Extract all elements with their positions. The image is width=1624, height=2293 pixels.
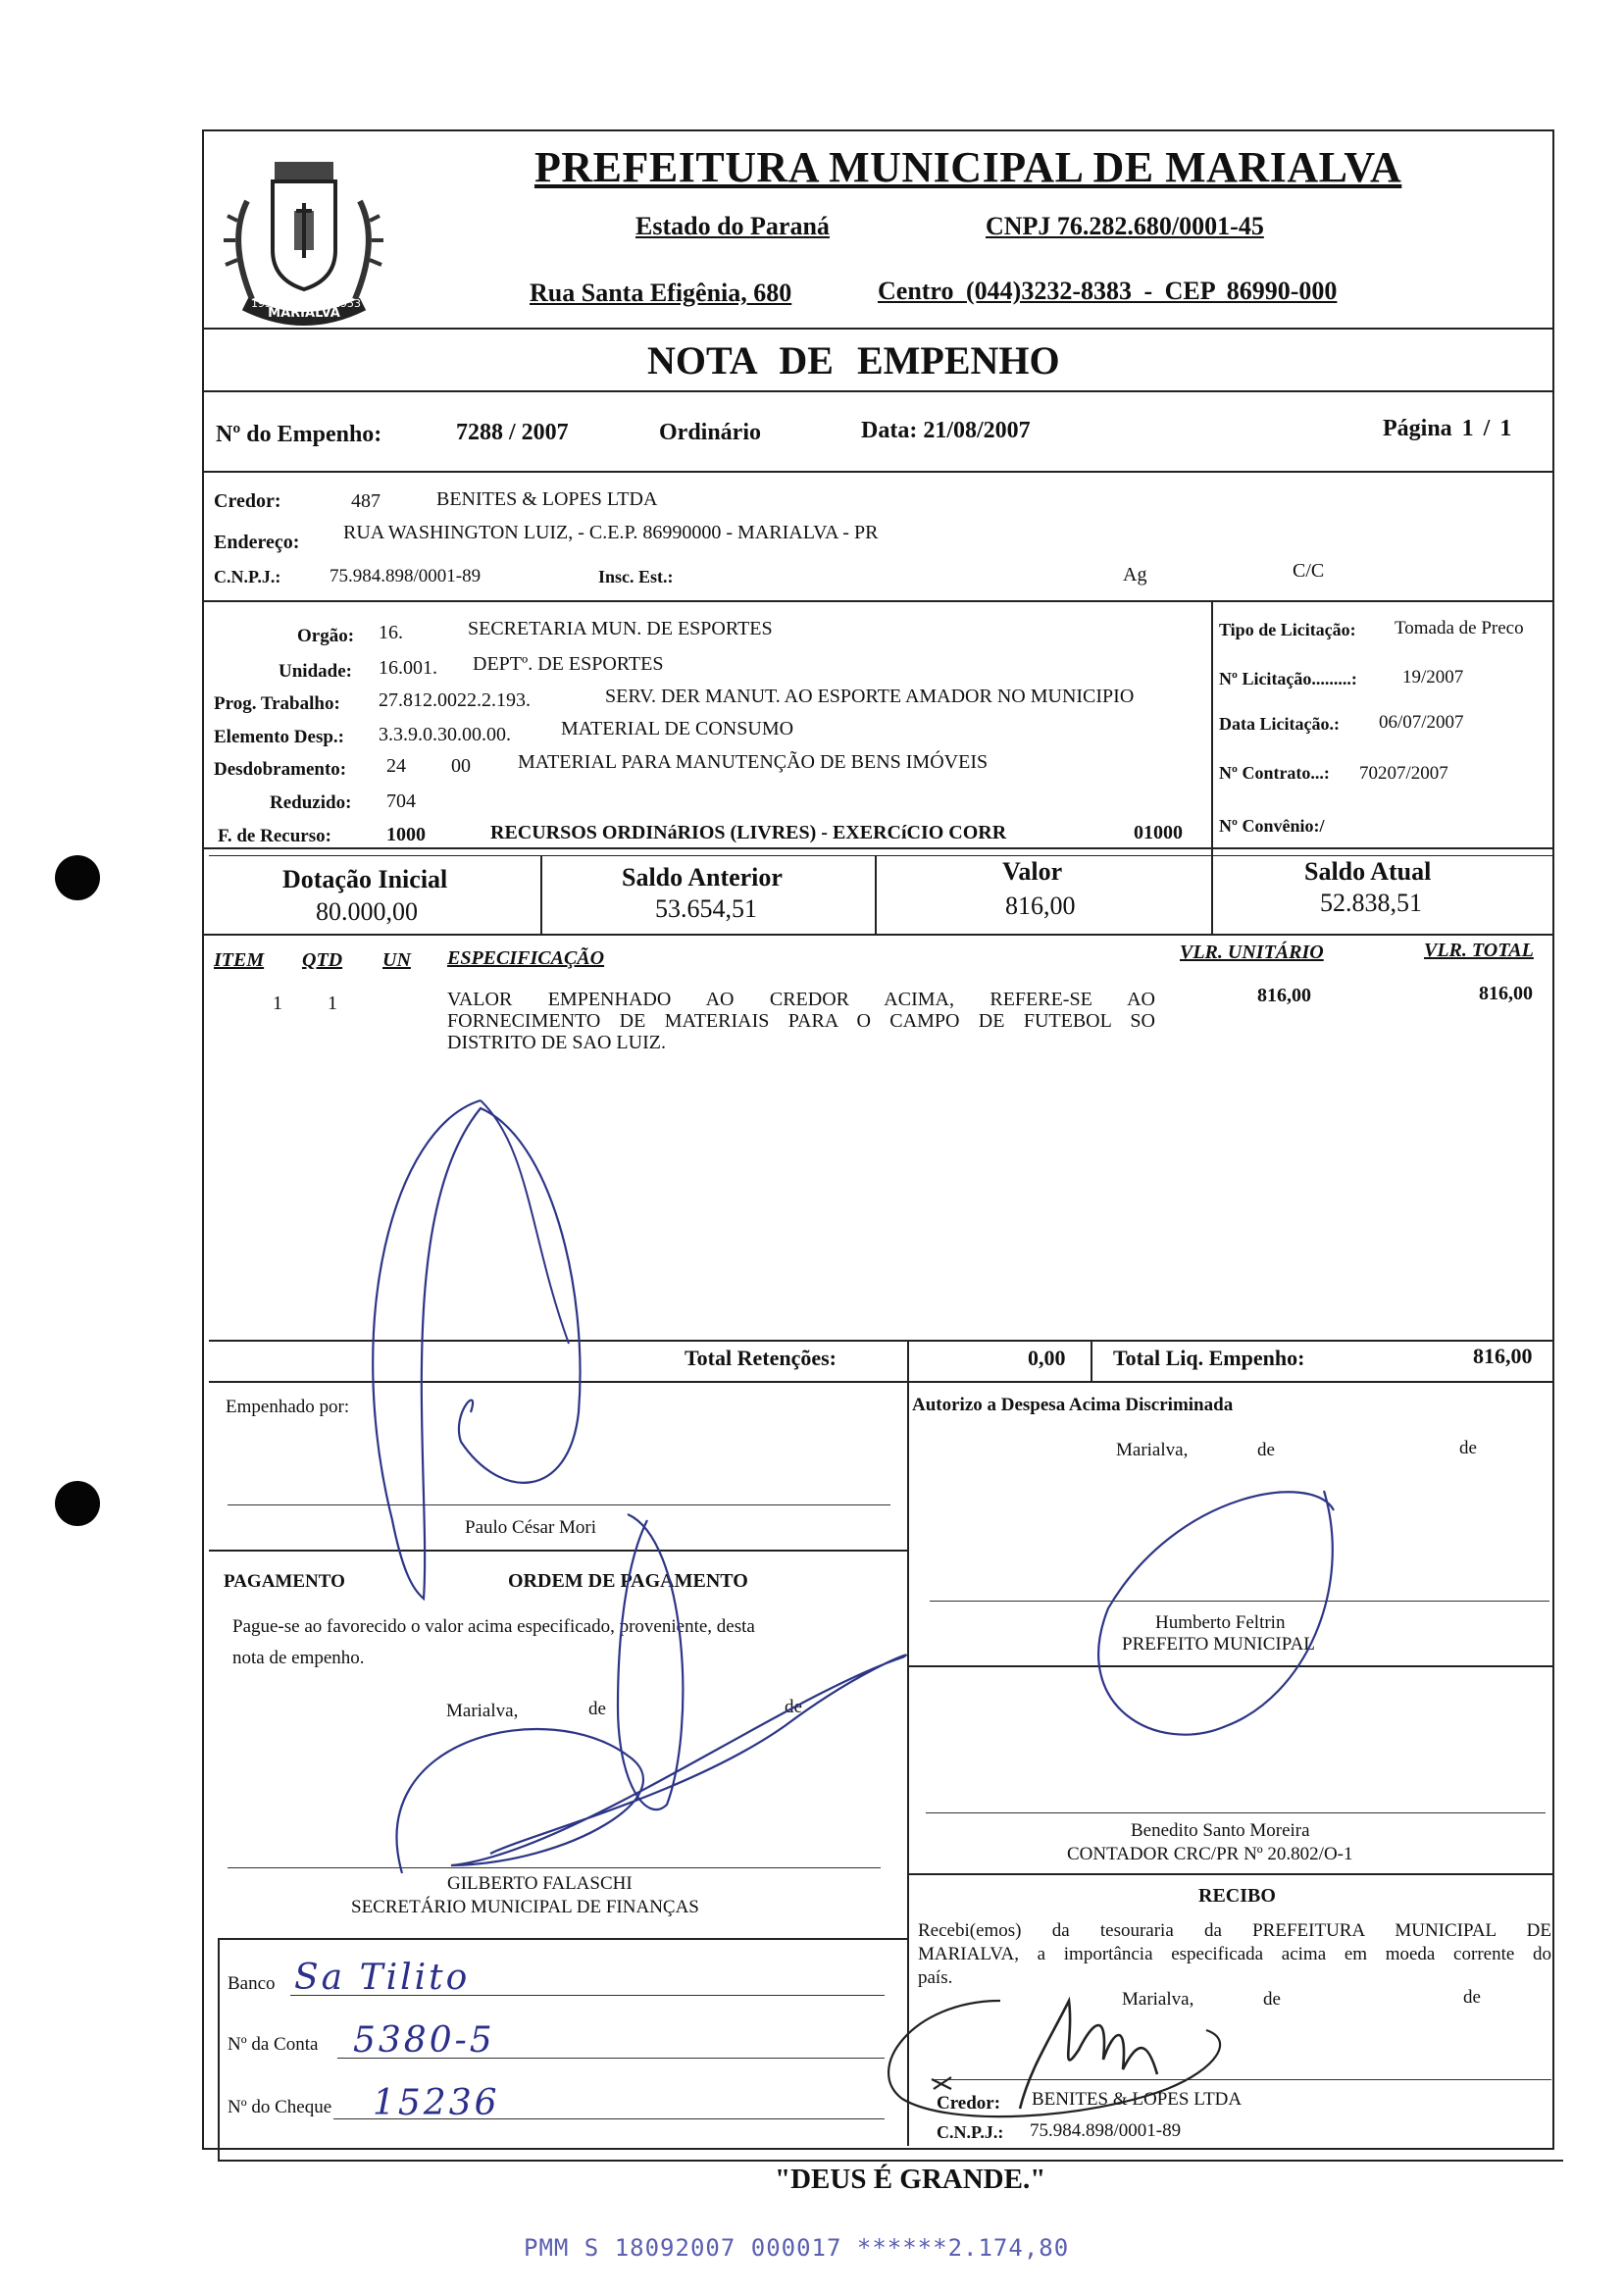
cheque-label: Nº do Cheque: [228, 2097, 332, 2117]
autorizo-name: Humberto Feltrin: [1155, 1612, 1286, 1633]
liquido-value: 816,00: [1473, 1344, 1533, 1368]
cheque-value: 15236: [373, 2083, 500, 2123]
credor-cnpj: 75.984.898/0001-89: [330, 566, 482, 586]
saldo-anterior-label: Saldo Anterior: [622, 863, 783, 892]
pagamento-de2: de: [785, 1697, 802, 1717]
desdobramento-label: Desdobramento:: [214, 759, 347, 780]
unidade-label: Unidade:: [279, 661, 352, 682]
prog-desc: SERV. DER MANUT. AO ESPORTE AMADOR NO MUNICIPIO: [605, 686, 1135, 707]
autorizo-label: Autorizo a Despesa Acima Discriminada: [912, 1395, 1234, 1415]
item-total-value: 816,00: [1479, 983, 1533, 1004]
reduzido-code: 704: [386, 790, 416, 812]
recibo-cnpj: 75.984.898/0001-89: [1030, 2120, 1182, 2141]
crest-year-left: 1951: [251, 297, 279, 310]
signature-feltrin: [1079, 1471, 1353, 1765]
conta-label: Nº da Conta: [228, 2034, 319, 2055]
prog-label: Prog. Trabalho:: [214, 693, 340, 714]
insc-label: Insc. Est.:: [598, 567, 674, 586]
item-desc-line3: DISTRITO DE SAO LUIZ.: [447, 1032, 666, 1053]
desdobramento-code2: 00: [451, 755, 471, 777]
tipo-licitacao: Tomada de Preco: [1395, 618, 1524, 638]
item-desc-line2: FORNECIMENTO DE MATERIAIS PARA O CAMPO DE FUTEBOL SO: [447, 1010, 1155, 1032]
autorizo-de2: de: [1459, 1438, 1477, 1458]
cc-label: C/C: [1293, 560, 1325, 582]
payment-stamp: PMM S 18092007 000017 ******2.174,80: [524, 2234, 1070, 2262]
recibo-text3: país.: [918, 1967, 953, 1988]
reduzido-label: Reduzido:: [270, 792, 352, 813]
punch-hole-top: [55, 855, 100, 900]
desdobramento-code1: 24: [386, 755, 406, 777]
credor-name: BENITES & LOPES LTDA: [436, 488, 658, 510]
orgao-desc: SECRETARIA MUN. DE ESPORTES: [468, 618, 773, 639]
item-qtd: 1: [328, 993, 337, 1014]
credor-address: RUA WASHINGTON LUIZ, - C.E.P. 86990000 - MARIALVA - PR: [343, 522, 879, 543]
saldo-anterior-value: 53.654,51: [655, 894, 757, 923]
recibo-label: RECIBO: [1198, 1885, 1276, 1907]
data-licitacao: 06/07/2007: [1379, 712, 1464, 733]
num-licitacao-label: Nº Licitação.........:: [1219, 669, 1357, 688]
autorizo-role: PREFEITO MUNICIPAL: [1122, 1634, 1315, 1655]
elemento-code: 3.3.9.0.30.00.00.: [379, 724, 511, 745]
pagamento-name: GILBERTO FALASCHI: [447, 1873, 633, 1894]
col-item: ITEM: [214, 949, 265, 971]
autorizo-de1: de: [1257, 1440, 1275, 1460]
footer-motto: "DEUS É GRANDE.": [775, 2164, 1046, 2195]
recibo-credor-label: Credor:: [937, 2093, 1001, 2114]
header-cnpj: CNPJ 76.282.680/0001-45: [986, 212, 1264, 240]
recibo-credor: BENITES & LOPES LTDA: [1032, 2089, 1243, 2110]
credor-code: 487: [351, 490, 381, 512]
header-address: Rua Santa Efigênia, 680: [530, 279, 792, 307]
num-licitacao: 19/2007: [1402, 667, 1464, 688]
ordem-label: ORDEM DE PAGAMENTO: [508, 1570, 748, 1592]
tipo-licitacao-label: Tipo de Licitação:: [1219, 620, 1356, 639]
dotacao-value: 80.000,00: [316, 897, 418, 926]
recibo-de1: de: [1263, 1989, 1281, 2010]
valor-value: 816,00: [1005, 892, 1076, 920]
endereco-label: Endereço:: [214, 532, 300, 553]
signature-credor: [873, 1981, 1245, 2128]
contrato: 70207/2007: [1359, 763, 1448, 784]
orgao-label: Orgão:: [297, 626, 355, 646]
elemento-desc: MATERIAL DE CONSUMO: [561, 718, 794, 739]
data-licitacao-label: Data Licitação.:: [1219, 714, 1340, 734]
item-unit-value: 816,00: [1257, 985, 1311, 1006]
header-contact: Centro (044)3232-8383 - CEP 86990-000: [878, 277, 1338, 305]
desdobramento-desc: MATERIAL PARA MANUTENÇÃO DE BENS IMÓVEIS: [518, 751, 989, 773]
valor-label: Valor: [1002, 857, 1063, 886]
page-title: PREFEITURA MUNICIPAL DE MARIALVA: [534, 143, 1402, 191]
unidade-code: 16.001.: [379, 657, 437, 679]
contador-role: CONTADOR CRC/PR Nº 20.802/O-1: [1067, 1844, 1353, 1864]
empenho-type: Ordinário: [659, 420, 762, 445]
recibo-text2: MARIALVA, a importância especificada acima em moeda corrente do: [918, 1944, 1551, 1964]
dotacao-label: Dotação Inicial: [282, 865, 448, 893]
recibo-text1: Recebi(emos) da tesouraria da PREFEITURA MUNICIPAL DE: [918, 1920, 1551, 1941]
prog-code: 27.812.0022.2.193.: [379, 689, 531, 711]
fonte-label: F. de Recurso:: [218, 826, 331, 846]
pagamento-text1: Pague-se ao favorecido o valor acima especificado, proveniente, desta: [232, 1616, 755, 1637]
pagamento-text2: nota de empenho.: [232, 1648, 365, 1668]
item-number: 1: [273, 993, 282, 1014]
convenio-label: Nº Convênio:/: [1219, 816, 1325, 836]
recibo-de2: de: [1463, 1987, 1481, 2008]
empenho-date: Data: 21/08/2007: [861, 418, 1031, 443]
saldo-atual-label: Saldo Atual: [1304, 857, 1432, 886]
pagamento-place: Marialva,: [446, 1701, 519, 1721]
empenho-label: Nº do Empenho:: [216, 422, 382, 447]
pagamento-de1: de: [588, 1699, 606, 1719]
saldo-atual-value: 52.838,51: [1320, 889, 1422, 917]
conta-value: 5380-5: [353, 2020, 495, 2061]
credor-label: Credor:: [214, 490, 281, 512]
crest-year-right: 1953: [333, 297, 361, 310]
empenhado-name: Paulo César Mori: [465, 1517, 597, 1538]
contrato-label: Nº Contrato...:: [1219, 763, 1330, 783]
punch-hole-bottom: [55, 1481, 100, 1526]
fonte-desc: RECURSOS ORDINáRIOS (LIVRES) - EXERCíCIO CORR: [490, 822, 1007, 843]
elemento-label: Elemento Desp.:: [214, 727, 344, 747]
col-especificacao: ESPECIFICAÇÃO: [447, 947, 605, 969]
fonte-num: 01000: [1134, 822, 1183, 843]
col-vlr-total: VLR. TOTAL: [1424, 940, 1534, 961]
contador-name: Benedito Santo Moreira: [1131, 1820, 1310, 1841]
signature-falaschi: [373, 1501, 922, 1912]
pagamento-role: SECRETÁRIO MUNICIPAL DE FINANÇAS: [351, 1897, 699, 1917]
crest-icon: [208, 142, 399, 338]
pagamento-label: PAGAMENTO: [224, 1571, 345, 1592]
page-number: Página 1 / 1: [1383, 416, 1512, 441]
orgao-code: 16.: [379, 622, 403, 643]
fonte-code: 1000: [386, 824, 426, 845]
liquido-label: Total Liq. Empenho:: [1113, 1346, 1305, 1370]
cnpj-label: C.N.P.J.:: [214, 567, 281, 586]
col-vlr-unitario: VLR. UNITÁRIO: [1180, 942, 1324, 963]
banco-label: Banco: [228, 1973, 276, 1994]
header-state: Estado do Paraná: [635, 212, 830, 240]
empenhado-label: Empenhado por:: [226, 1397, 350, 1417]
col-qtd: QTD: [302, 949, 343, 971]
retencoes-value: 0,00: [1028, 1346, 1066, 1370]
recibo-cnpj-label: C.N.P.J.:: [937, 2122, 1004, 2142]
col-un: UN: [382, 949, 411, 971]
doc-title: NOTA DE EMPENHO: [647, 338, 1060, 382]
autorizo-place: Marialva,: [1116, 1440, 1189, 1460]
recibo-place: Marialva,: [1122, 1989, 1194, 2010]
item-desc-line1: VALOR EMPENHADO AO CREDOR ACIMA, REFERE-SE AO: [447, 989, 1155, 1010]
retencoes-label: Total Retenções:: [685, 1346, 837, 1370]
unidade-desc: DEPTº. DE ESPORTES: [473, 653, 664, 675]
empenho-number: 7288 / 2007: [456, 420, 569, 445]
banco-value: Sa Tilito: [294, 1958, 471, 1998]
ag-label: Ag: [1123, 564, 1147, 586]
crest-text: MARIALVA: [268, 306, 340, 321]
